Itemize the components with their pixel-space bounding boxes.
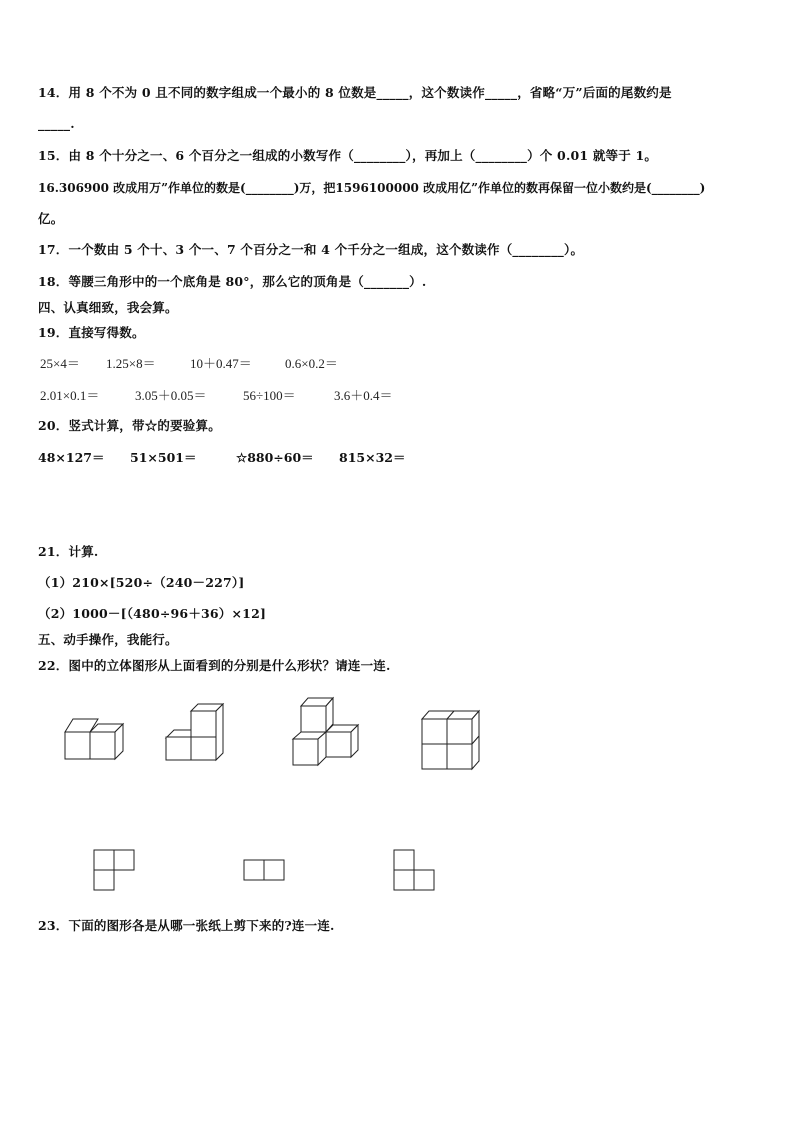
vertical-calc-item: 48×127＝ bbox=[38, 450, 105, 465]
question-21-title: 21．计算. bbox=[38, 544, 99, 559]
calc-item: 56÷100＝ bbox=[243, 388, 296, 403]
vertical-calc-item: 51×501＝ bbox=[130, 450, 197, 465]
question-14-line2: _____. bbox=[38, 116, 75, 131]
calc-item: 3.6＋0.4＝ bbox=[334, 388, 393, 403]
calc-item: 1.25×8＝ bbox=[106, 356, 156, 371]
top-view-2 bbox=[243, 859, 287, 883]
calc-item: 0.6×0.2＝ bbox=[285, 356, 338, 371]
question-23: 23．下面的图形各是从哪一张纸上剪下来的?连一连. bbox=[38, 918, 335, 933]
section-4-heading: 四、认真细致，我会算。 bbox=[38, 300, 178, 315]
solid-figure-2 bbox=[164, 703, 230, 767]
section-5-heading: 五、动手操作，我能行。 bbox=[38, 632, 178, 647]
calc-item: 10＋0.47＝ bbox=[190, 356, 252, 371]
question-20-title: 20．竖式计算，带☆的要验算。 bbox=[38, 418, 221, 433]
question-16-line1: 16.306900 改成用万”作单位的数是(________)万，把1596100000 改成用亿”作单位的数再保留一位小数约是(________) bbox=[38, 181, 706, 195]
vertical-calc-item: 815×32＝ bbox=[339, 450, 406, 465]
vertical-calc-item: ☆880÷60＝ bbox=[236, 450, 314, 465]
question-14-line1: 14．用 8 个不为 0 且不同的数字组成一个最小的 8 位数是_____，这个数读作_____，省略“万”后面的尾数约是 bbox=[38, 85, 672, 100]
question-21-item1: （1）210×[520÷（240－227）] bbox=[38, 575, 245, 590]
calc-item: 25×4＝ bbox=[40, 356, 80, 371]
question-16-line2: 亿。 bbox=[38, 211, 64, 226]
question-22: 22．图中的立体图形从上面看到的分别是什么形状？请连一连. bbox=[38, 658, 391, 673]
question-17: 17．一个数由 5 个十、3 个一、7 个百分之一和 4 个千分之一组成，这个数读作（________）。 bbox=[38, 242, 584, 257]
solid-figure-4 bbox=[420, 709, 484, 773]
solid-figure-1 bbox=[62, 716, 132, 766]
calc-item: 2.01×0.1＝ bbox=[40, 388, 100, 403]
question-21-item2: （2）1000－[（480÷96＋36）×12] bbox=[38, 606, 267, 621]
top-view-3 bbox=[393, 849, 437, 893]
question-15: 15．由 8 个十分之一、6 个百分之一组成的小数写作（________），再加上（________）个 0.01 就等于 1。 bbox=[38, 148, 658, 163]
question-18: 18．等腰三角形中的一个底角是 80°，那么它的顶角是（_______）. bbox=[38, 274, 427, 289]
question-19-title: 19．直接写得数。 bbox=[38, 325, 145, 340]
calc-item: 3.05＋0.05＝ bbox=[135, 388, 207, 403]
top-view-1 bbox=[93, 849, 137, 893]
solid-figure-3 bbox=[291, 696, 363, 770]
